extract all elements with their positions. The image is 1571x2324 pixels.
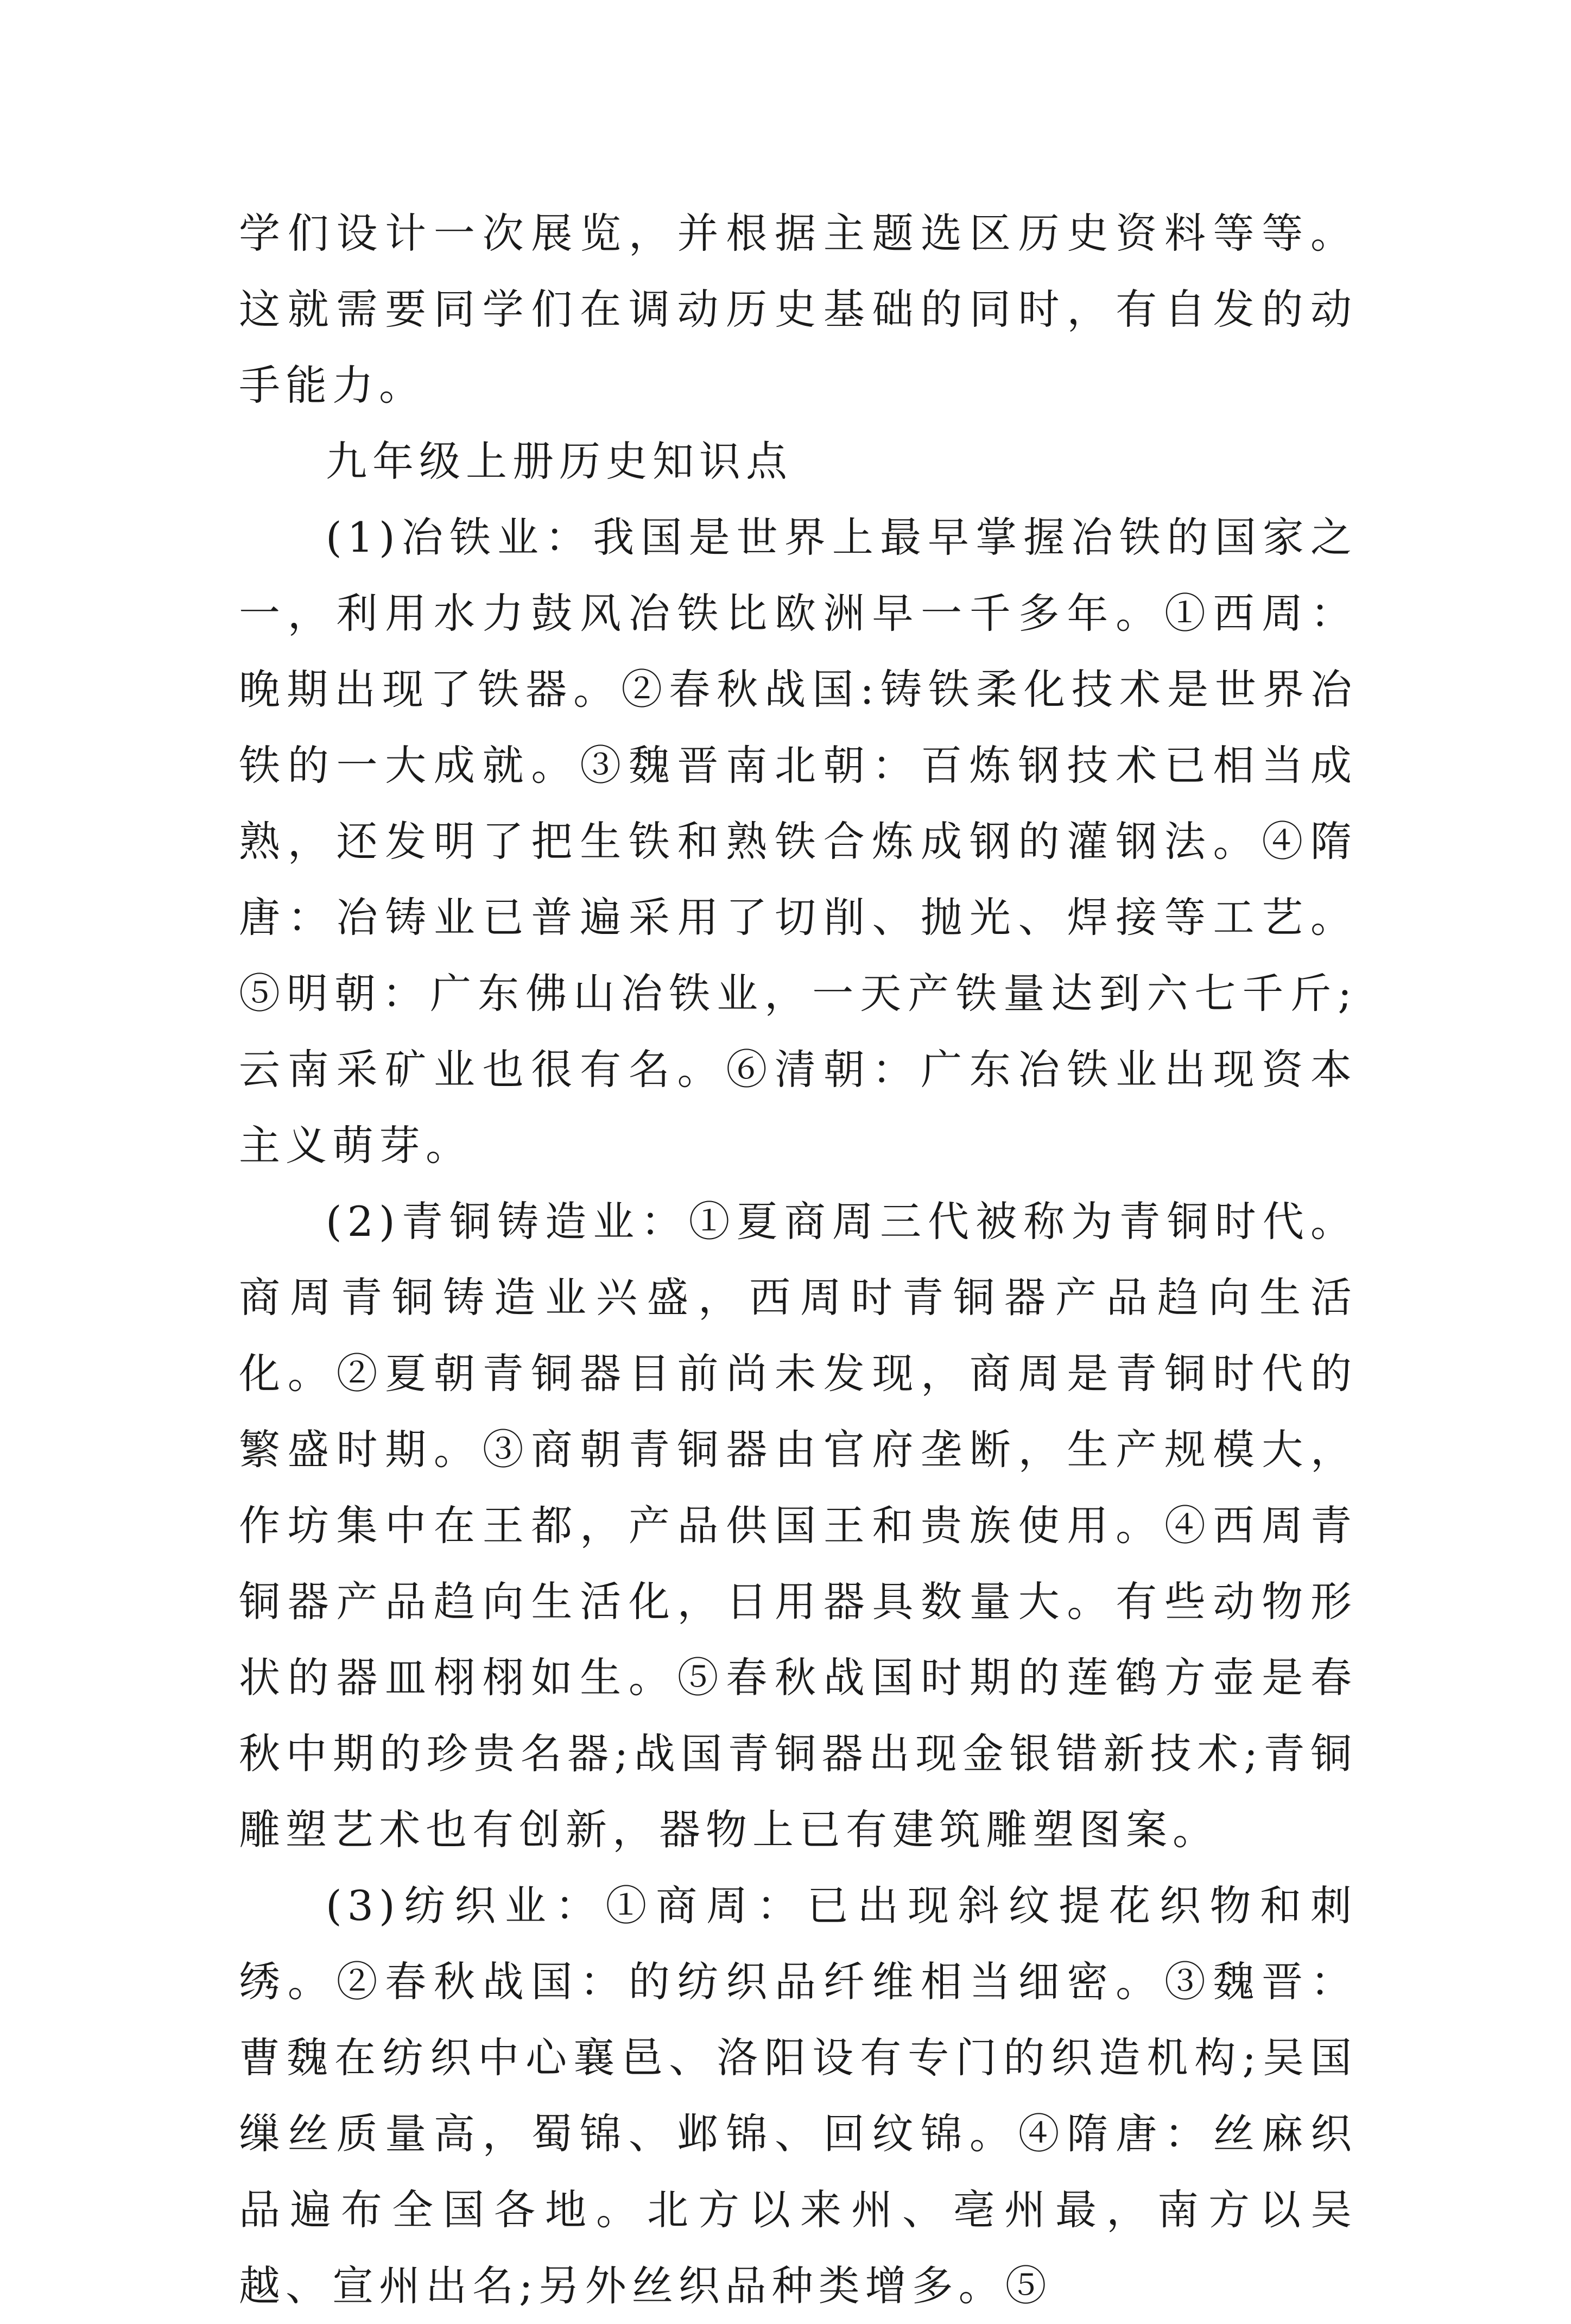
paragraph-bronze-casting: (2)青铜铸造业：①夏商周三代被称为青铜时代。商周青铜铸造业兴盛，西周时青铜器产品趋向生活化。②夏朝青铜器目前尚未发现，商周是青铜时代的繁盛时期。③商朝青铜器由官府垄断，生产规模大，作坊集中在王都，产品供国王和贵族使用。④西周青铜器产品趋向生活化，日用器具数量大。有些动物形状的器皿栩栩如生。⑤春秋战国时期的莲鹤方壶是春秋中期的珍贵名器;战国青铜器出现金银错新技术;青铜雕塑艺术也有创新，器物上已有建筑雕塑图案。 (239, 1197, 1357, 1854)
document-body (239, 195, 1357, 2324)
paragraph-textile: (3)纺织业：①商周：已出现斜纹提花织物和刺绣。②春秋战国：的纺织品纤维相当细密。③魏晋：曹魏在纺织中心襄邑、洛阳设有专门的织造机构;吴国缫丝质量高，蜀锦、邺锦、回纹锦。④隋唐：丝麻织品遍布全国各地。北方以来州、亳州最，南方以吴越、宣州出名;另外丝织品种类增多。⑤ (239, 1881, 1357, 2310)
paragraph-intro-continuation: 学们设计一次展览，并根据主题选区历史资料等等。这就需要同学们在调动历史基础的同时，有自发的动手能力。 (239, 209, 1357, 409)
section-heading: 九年级上册历史知识点 (326, 437, 793, 485)
paragraph-iron-smelting: (1)冶铁业：我国是世界上最早掌握冶铁的国家之一，利用水力鼓风冶铁比欧洲早一千多年。①西周：晚期出现了铁器。②春秋战国:铸铁柔化技术是世界冶铁的一大成就。③魏晋南北朝：百炼钢技术已相当成熟，还发明了把生铁和熟铁合炼成钢的灌钢法。④隋唐：冶铸业已普遍采用了切削、抛光、焊接等工艺。⑤明朝：广东佛山冶铁业，一天产铁量达到六七千斤;云南采矿业也很有名。⑥清朝：广东冶铁业出现资本主义萌芽。 (239, 513, 1357, 1170)
